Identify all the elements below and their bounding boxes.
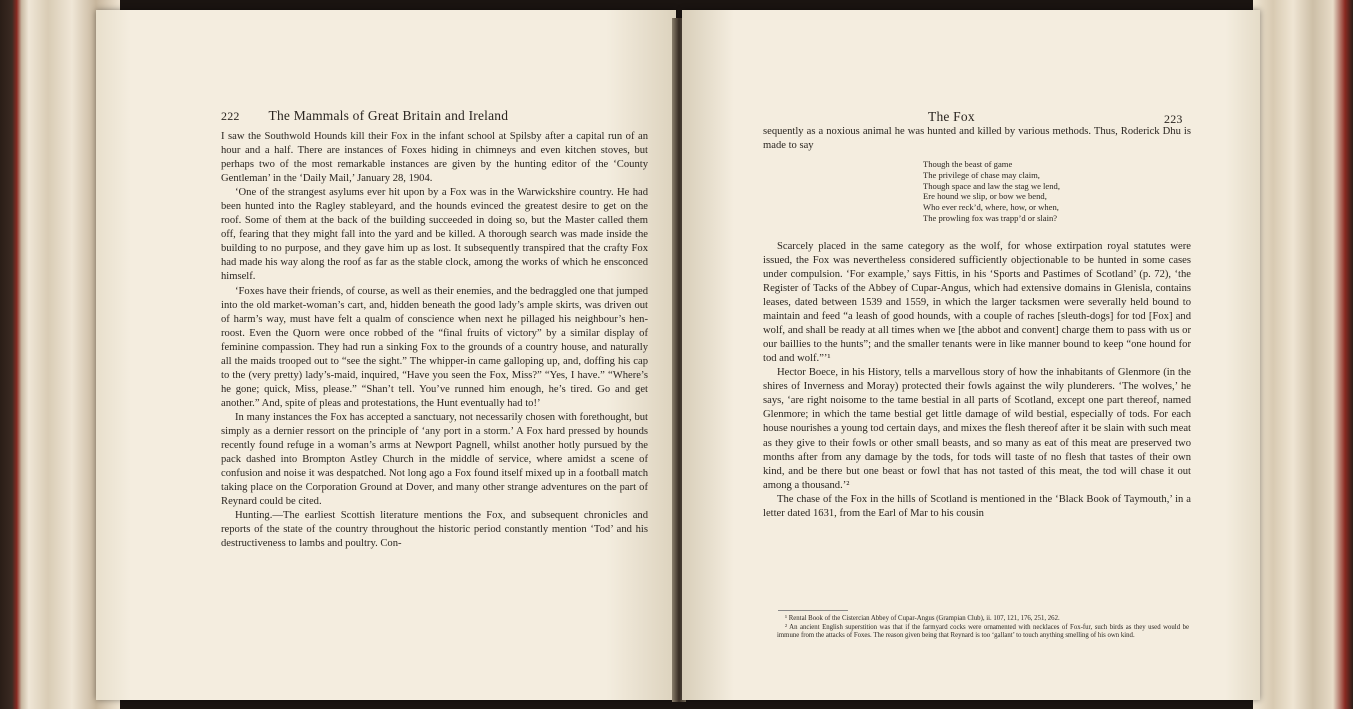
right-running-head: The Fox bbox=[928, 109, 975, 124]
left-page-body bbox=[221, 130, 648, 551]
poem-line: The prowling fox was trapp’d or slain? bbox=[923, 213, 1058, 224]
left-paragraph-4: In many instances the Fox has accepted a sanctuary, not necessarily chosen with forethought, but simply as a dernier ressort on the principle of ‘any port in a storm.’ A Fox hard pressed by hounds recently found refuge in a woman’s arms at Newport Pagnell, whilst another hotly pursued by the pack dashed into Brompton Astley Church in the middle of service, where amidst a scene of confusion and noise it was despatched. Not long ago a Fox found itself mixed up in a football match taking place on the Corporation Ground at Dover, and many other strange adventures on the part of Reynard could be cited. bbox=[221, 411, 648, 508]
left-paragraph-2: ‘One of the strangest asylums ever hit upon by a Fox was in the Warwickshire country. He had been hunted into the Ragley stableyard, and the hounds evinced the greatest desire to get on the roof. Some of them at the back of the building succeeded in doing so, but the Master called them off, fearing that they might fall into the yard and be killed. A thorough search was made inside the building to no purpose, and they gave him up as lost. It subsequently transpired that the crafty Fox had made his way along the roof as far as the stable clock, among the works of which he ensconced himself. bbox=[221, 187, 648, 283]
right-paragraph-1: Scarcely placed in the same category as the wolf, for whose extirpation royal statutes were issued, the Fox was nevertheless considered sufficiently objectionable to be hunted in some cases under compulsion. ‘For example,’ says Fittis, in his ‘Sports and Pastimes of Scotland’ (p. 72), ‘the Register of Tacks of the Abbey of Cupar-Angus, which had extensive domains in Glenisla, contains leases, dated between 1539 and 1559, in which the larger tacksmen were severally held bound to maintain and feed “a leash of good hounds, with a couple of raches [sleuth-dogs] for tod [Fox] and wolf, and shall be ready at all times when we [the abbot and convent] charge them to pass with us or our baillies to the hunts”; and the smaller tenants were in like manner bound to keep “one hound for tod and wolf.”’¹ bbox=[763, 240, 1191, 365]
footnote-rule bbox=[778, 610, 848, 611]
right-page-body bbox=[763, 125, 1191, 521]
left-paragraph-5: Hunting.—The earliest Scottish literature mentions the Fox, and subsequent chronicles and reports of the state of the country throughout the historic period constantly mention ‘Tod’ and his destructiveness to lambs and poultry. Con- bbox=[221, 510, 648, 550]
poem-line: The privilege of chase may claim, bbox=[923, 169, 1040, 180]
right-page-number: 223 bbox=[1164, 112, 1183, 126]
left-page-number: 222 bbox=[221, 109, 240, 123]
right-intro: sequently as a noxious animal he was hunted and killed by various methods. Thus, Roderick Dhu is made to say bbox=[763, 126, 1191, 152]
book-edge-right bbox=[1253, 0, 1353, 709]
right-paragraph-3: The chase of the Fox in the hills of Scotland is mentioned in the ‘Black Book of Taymouth,’ in a letter dated 1631, from the Earl of Mar to his cousin bbox=[763, 493, 1191, 519]
right-paragraph-2: Hector Boece, in his History, tells a marvellous story of how the inhabitants of Glenmore (in the shires of Inverness and Moray) protected their fowls against the wily plunderers. ‘The wolves,’ he says, ‘are right noisome to the tame bestial in all parts of Scotland, except one part thereof, named Glenmore; in which the tame bestial get little damage of wild bestial, especially of tods. For each house nourishes a young tod certain days, and mixes the flesh thereof after it be slain with such meat as they give to their fowls or other small beasts, and so many as eat of this meat are preserved two months after from any damage by the tods, for tods will taste of no flesh that tastes of their own kind, and be there but one beast or fowl that has not tasted of this meat, the tod will chase it out among a thousand.’² bbox=[763, 367, 1191, 491]
footnote-2: ² An ancient English superstition was that if the farmyard cocks were ornamented with necklaces of Fox-fur, such birds as they used would be immune from the attacks of Foxes. The reason given being that Reynard is too ‘gallant’ to touch anything smelling of his own kind. bbox=[777, 623, 1189, 640]
poem-line: Ere hound we slip, or bow we bend, bbox=[923, 191, 1047, 202]
footnotes bbox=[777, 615, 1189, 641]
left-page bbox=[96, 10, 676, 700]
left-paragraph-3: ‘Foxes have their friends, of course, as well as their enemies, and the bedraggled one that jumped into the old market-woman’s cart, and, hidden beneath the good lady’s ample skirts, was driven out of harm’s way, must have felt a qualm of conscience when next he pillaged his neighbour’s hen-roost. Even the Quorn were once robbed of the “final fruits of victory” by a similar display of feminine compassion. They had run a sinking Fox to the grounds of a country house, and naturally all the maids trooped out to “see the sight.” The whipper-in came galloping up, and, doffing his cap to the (very pretty) lady’s-maid, inquired, “Have you seen the Fox, Miss?” “Yes, I have.” “Where’s he gone; quick, Miss, please.” “Shan’t tell. You’ve runned him enough, he’s tired. Go and get another.” And, spite of pleas and protestations, the Hunt eventually had to!’ bbox=[221, 285, 648, 409]
poem-line: Though the beast of game bbox=[923, 159, 1013, 170]
poem-quote bbox=[923, 159, 1191, 224]
left-paragraph-1: I saw the Southwold Hounds kill their Fox in the infant school at Spilsby after a capital run of an hour and a half. There are instances of Foxes hiding in chimneys and even kitchen stoves, but perhaps two of the most remarkable instances are given by the hunting editor of the ‘County Gentleman’ in the ‘Daily Mail,’ January 28, 1904. bbox=[221, 131, 648, 185]
left-page-header bbox=[221, 108, 508, 124]
footnote-1: ¹ Rental Book of the Cistercian Abbey of Cupar-Angus (Grampian Club), ii. 107, 121, 176, 251, 262. bbox=[785, 615, 1060, 622]
right-page bbox=[682, 10, 1260, 700]
poem-line: Though space and law the stag we lend, bbox=[923, 180, 1060, 191]
poem-line: Who ever reck’d, where, how, or when, bbox=[923, 202, 1059, 213]
left-running-head: The Mammals of Great Britain and Ireland bbox=[268, 108, 509, 123]
